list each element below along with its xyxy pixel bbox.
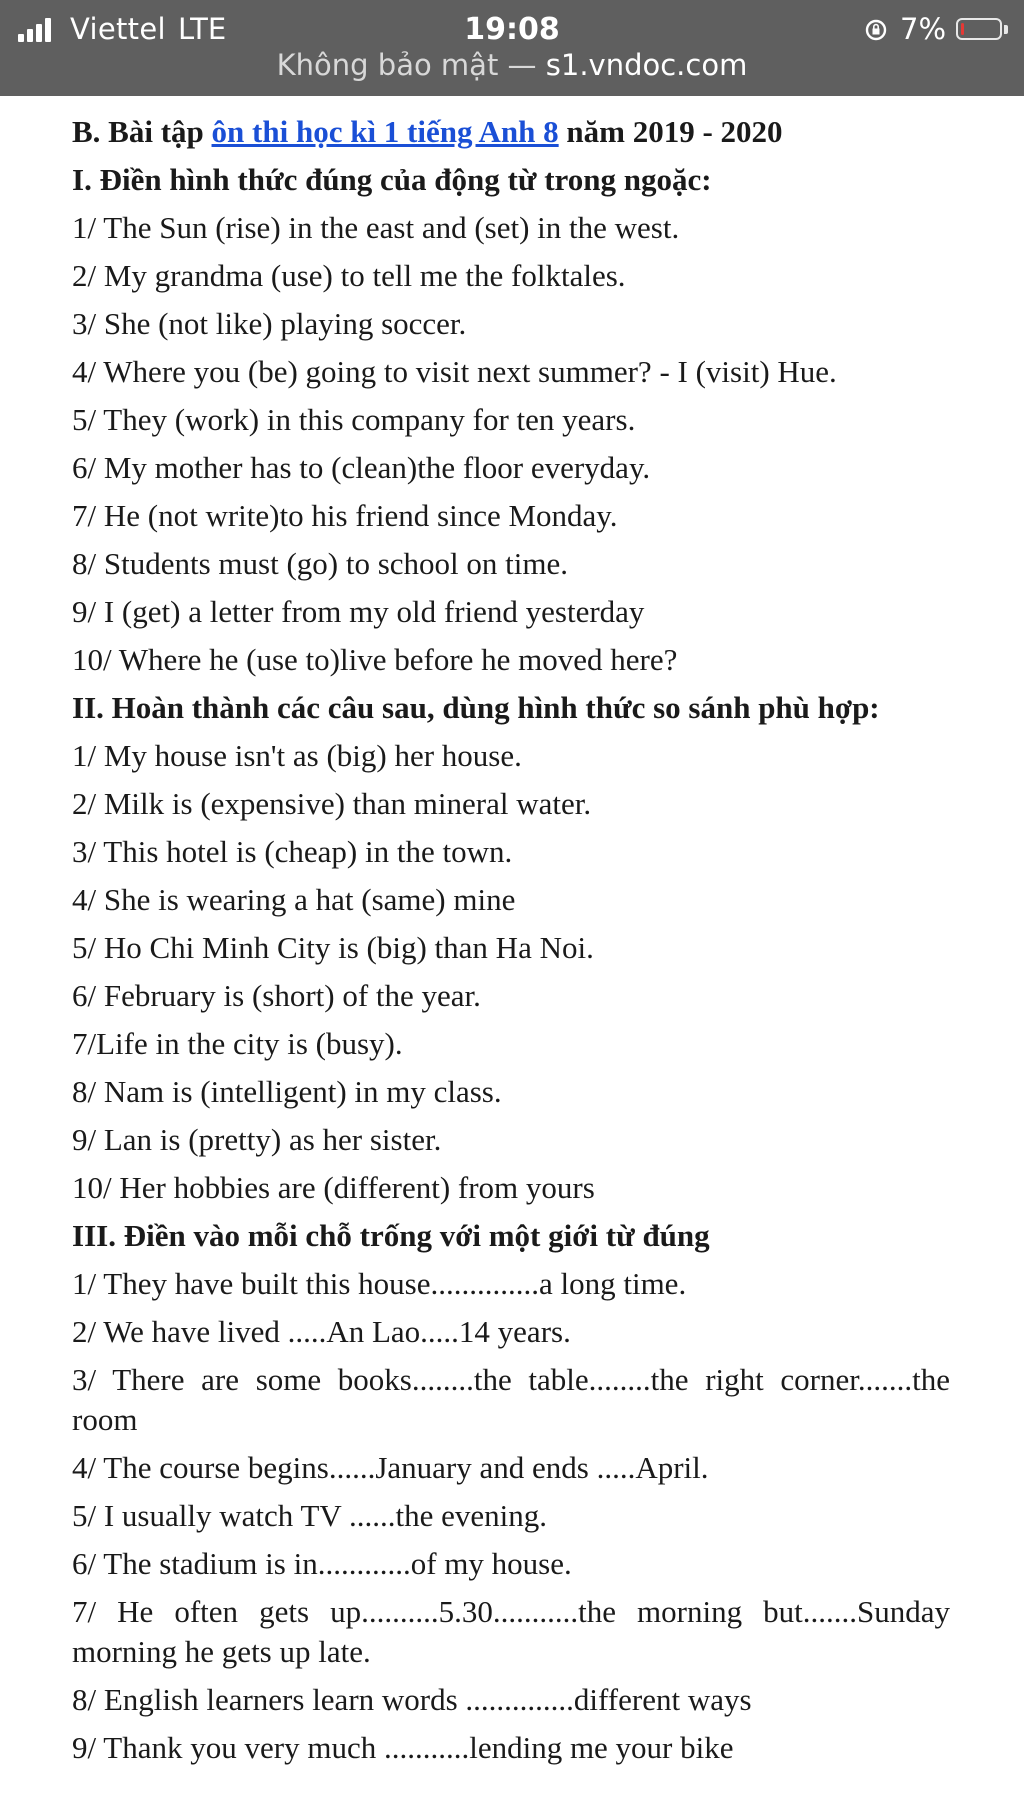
exercise-item: 5/ They (work) in this company for ten years. xyxy=(72,402,636,437)
exercise-item: 5/ I usually watch TV ......the evening. xyxy=(72,1498,547,1533)
exercise-item: 9/ Thank you very much ...........lending me your bike xyxy=(72,1730,734,1765)
exercise-item: 2/ We have lived .....An Lao.....14 years. xyxy=(72,1314,571,1349)
exercise-item: 2/ My grandma (use) to tell me the folktales. xyxy=(72,258,626,293)
exercise-item: 8/ English learners learn words ..............different ways xyxy=(72,1682,752,1717)
clock: 19:08 xyxy=(464,12,560,47)
carrier-name: Viettel xyxy=(70,12,166,46)
title-link[interactable]: ôn thi học kì 1 tiếng Anh 8 xyxy=(211,114,559,149)
rotation-lock-icon xyxy=(864,18,888,42)
exercise-item: 3/ This hotel is (cheap) in the town. xyxy=(72,834,513,869)
exercise-item: 4/ She is wearing a hat (same) mine xyxy=(72,882,516,917)
title-prefix: B. Bài tập xyxy=(72,114,212,149)
exercise-item: 8/ Students must (go) to school on time. xyxy=(72,546,568,581)
exercise-item: 4/ Where you (be) going to visit next summer? - I (visit) Hue. xyxy=(72,354,837,389)
url-domain: s1.vndoc.com xyxy=(545,48,748,82)
exercise-item: 10/ Where he (use to)live before he moved here? xyxy=(72,642,678,677)
battery-nub xyxy=(1004,25,1008,34)
exercise-item: 8/ Nam is (intelligent) in my class. xyxy=(72,1074,502,1109)
title-suffix: năm 2019 - 2020 xyxy=(558,114,783,149)
exercise-item: 9/ I (get) a letter from my old friend yesterday xyxy=(72,594,645,629)
exercise-item: 9/ Lan is (pretty) as her sister. xyxy=(72,1122,442,1157)
exercise-item: 5/ Ho Chi Minh City is (big) than Ha Noi. xyxy=(72,930,594,965)
exercise-item: 3/ She (not like) playing soccer. xyxy=(72,306,467,341)
document-title xyxy=(72,108,950,156)
battery-percent: 7% xyxy=(900,12,947,46)
exercise-item: 1/ The Sun (rise) in the east and (set) in the west. xyxy=(72,210,680,245)
section-1-heading: I. Điền hình thức đúng của động từ trong ngoặc: xyxy=(72,162,712,197)
network-type: LTE xyxy=(178,12,227,46)
section-3-heading: III. Điền vào mỗi chỗ trống với một giới từ đúng xyxy=(72,1218,710,1253)
exercise-item: 1/ My house isn't as (big) her house. xyxy=(72,738,522,773)
document-content xyxy=(72,108,950,1772)
battery-level-fill xyxy=(961,23,964,35)
browser-status-bar xyxy=(0,0,1024,96)
exercise-item: 4/ The course begins......January and ends .....April. xyxy=(72,1450,709,1485)
exercise-item: 6/ My mother has to (clean)the floor everyday. xyxy=(72,450,651,485)
security-label: Không bảo mật — xyxy=(276,48,537,82)
exercise-item: 10/ Her hobbies are (different) from yours xyxy=(72,1170,595,1205)
exercise-item: 6/ February is (short) of the year. xyxy=(72,978,481,1013)
exercise-item: 7/ He (not write)to his friend since Monday. xyxy=(72,498,618,533)
battery-icon xyxy=(956,18,1002,40)
exercise-item: 1/ They have built this house..............a long time. xyxy=(72,1266,687,1301)
exercise-item: 7/ He often gets up..........5.30...........the morning but.......Sunday morning he gets up late. xyxy=(72,1594,950,1669)
exercise-item: 2/ Milk is (expensive) than mineral water. xyxy=(72,786,592,821)
exercise-item: 6/ The stadium is in............of my house. xyxy=(72,1546,572,1581)
exercise-item: 7/Life in the city is (busy). xyxy=(72,1026,403,1061)
section-2-heading: II. Hoàn thành các câu sau, dùng hình thức so sánh phù hợp: xyxy=(72,690,880,725)
exercise-item: 3/ There are some books........the table........the right corner.......the room xyxy=(72,1362,950,1437)
address-bar[interactable] xyxy=(0,48,1024,82)
